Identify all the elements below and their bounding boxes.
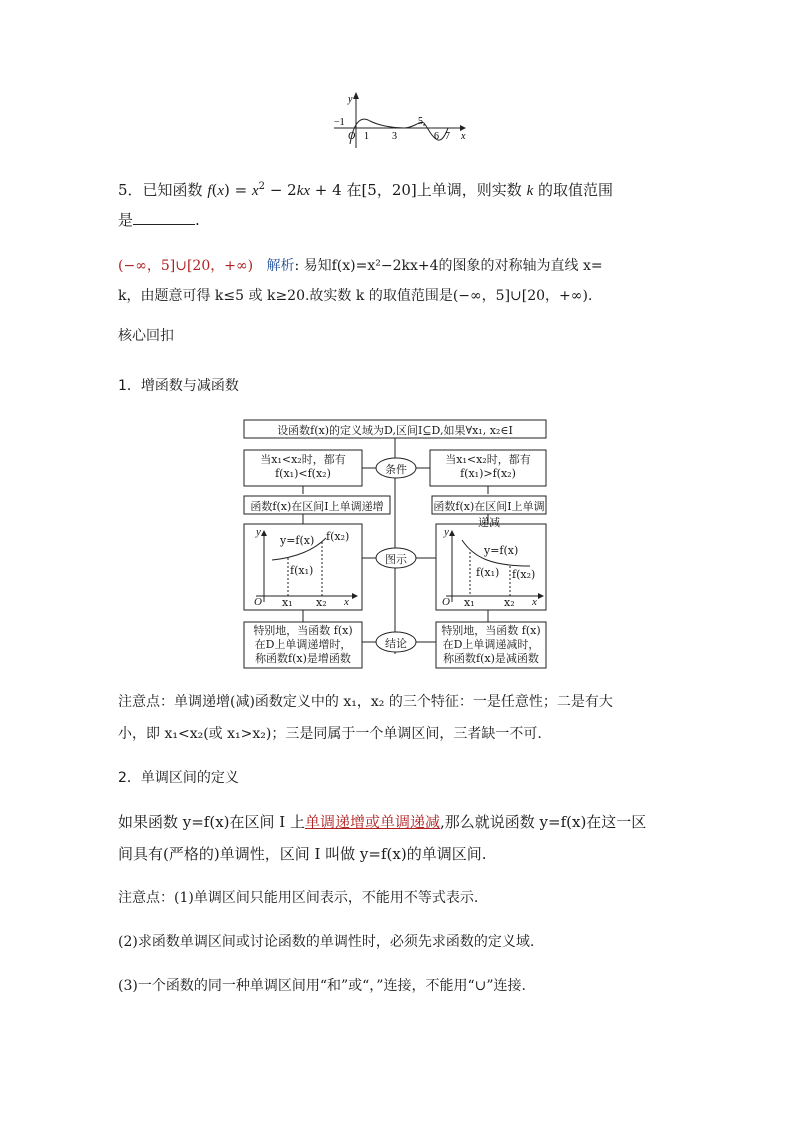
inc-x-label: x: [344, 596, 349, 608]
monotonic-flowchart: [240, 418, 552, 670]
dec-x-label: x: [532, 596, 537, 608]
y-axis-arrow: [353, 92, 359, 99]
center-condition-label: 条件: [385, 463, 407, 476]
right-concl-line1: 特别地，当函数 f(x): [441, 624, 541, 637]
center-conclusion-label: 结论: [385, 637, 407, 650]
right-cond-line2: f(x₁)>f(x₂): [460, 467, 516, 480]
tick-3: 3: [392, 131, 397, 142]
tick-5: 5: [418, 116, 423, 127]
right-concl-line3: 称函数f(x)是减函数: [443, 652, 539, 665]
flow-right-conclusion: [436, 624, 546, 666]
flow-top-box: 设函数f(x)的定义域为D,区间I⊆D,如果∀x₁, x₂∈I: [277, 424, 513, 437]
note2-line2: (2)求函数单调区间或讨论函数的单调性时，必须先求函数的定义域.: [118, 934, 535, 950]
section1-title: 1．增函数与减函数: [118, 378, 239, 394]
tick-neg1: −1: [334, 117, 345, 128]
flow-right-definition: 函数f(x)在区间I上单调递减: [433, 500, 545, 529]
q5-number: 5．: [118, 181, 143, 199]
definition-line2: 间具有(严格的)单调性，区间 I 叫做 y=f(x)的单调区间.: [118, 845, 487, 863]
question-5-line1: 5．已知函数 $f(x) = x^2 - 2kx + 4$ 在[5，20]上单调，则实数 k 的取值范围: [118, 181, 614, 199]
top-function-graph: [328, 90, 468, 152]
answer-range: (−∞，5]∪[20，+∞): [118, 258, 254, 274]
section2-title: 2．单调区间的定义: [118, 770, 239, 786]
dec-origin: O: [442, 596, 450, 608]
answer-label: 解析: [266, 258, 295, 274]
right-cond-line1: 当x₁<x₂时，都有: [445, 453, 531, 466]
tick-1: 1: [364, 131, 369, 142]
q5-period: .: [195, 211, 200, 229]
inc-origin: O: [254, 596, 262, 608]
dec-fx2-label: f(x₂): [512, 568, 536, 581]
answer-blank: [133, 210, 195, 225]
origin-label: O: [348, 131, 356, 142]
y-label: y: [348, 94, 353, 105]
def-underlined: 单调递增或单调递减: [305, 813, 441, 831]
answer-text1: : 易知f(x)=x²−2kx+4的图象的对称轴为直线 x=: [294, 258, 603, 274]
left-concl-line1: 特别地，当函数 f(x): [253, 624, 353, 637]
def-text-a: 如果函数 y=f(x)在区间 I 上: [118, 813, 305, 831]
flow-left-conclusion: [244, 624, 362, 666]
dec-fn-label: y=f(x): [484, 544, 519, 557]
inc-x2: x₂: [316, 596, 327, 609]
tick-6: 6: [434, 131, 439, 142]
dec-x1: x₁: [464, 596, 475, 609]
inc-y-label: y: [256, 526, 261, 538]
dec-x2: x₂: [504, 596, 515, 609]
inc-fn-label: y=f(x): [280, 534, 315, 547]
x-label: x: [461, 131, 466, 142]
q5-text: 已知函数: [142, 181, 208, 199]
flow-left-definition: 函数f(x)在区间I上单调递增: [250, 500, 384, 513]
def-text-b: ,那么就说函数 y=f(x)在这一区: [440, 813, 647, 831]
tick-7: 7: [445, 131, 450, 142]
note2-line1: 注意点：(1)单调区间只能用区间表示，不能用不等式表示.: [118, 890, 479, 906]
left-concl-line2: 在D上单调递增时，: [254, 638, 352, 651]
answer-line1: [118, 256, 603, 276]
dec-fx1-label: f(x₁): [476, 566, 500, 579]
left-cond-line2: f(x₁)<f(x₂): [275, 467, 331, 480]
inc-fx2-label: f(x₂): [326, 530, 350, 543]
note1-line1: 注意点：单调递增(减)函数定义中的 x₁，x₂ 的三个特征：一是任意性；二是有大: [118, 694, 613, 710]
flow-right-condition: [430, 453, 546, 481]
inc-x1: x₁: [282, 596, 293, 609]
left-concl-line3: 称函数f(x)是增函数: [255, 652, 351, 665]
question-5-line2: [118, 210, 200, 230]
definition-line1: [118, 812, 646, 832]
note1-line2: 小，即 x₁<x₂(或 x₁>x₂)；三是同属于一个单调区间，三者缺一不可.: [118, 726, 542, 742]
flow-left-condition: [244, 453, 362, 481]
core-review-heading: 核心回扣: [118, 328, 174, 344]
note2-line3: (3)一个函数的同一种单调区间用“和”或“，”连接，不能用“∪”连接.: [118, 978, 526, 994]
left-cond-line1: 当x₁<x₂时，都有: [260, 453, 346, 466]
dec-y-label: y: [444, 526, 449, 538]
answer-line2: k，由题意可得 k≤5 或 k≥20.故实数 k 的取值范围是(−∞，5]∪[20，+∞).: [118, 288, 593, 304]
right-concl-line2: 在D上单调递减时，: [442, 638, 540, 651]
inc-fx1-label: f(x₁): [290, 564, 314, 577]
q5-line2-text: 是: [118, 211, 134, 229]
center-graph-label: 图示: [385, 553, 407, 566]
